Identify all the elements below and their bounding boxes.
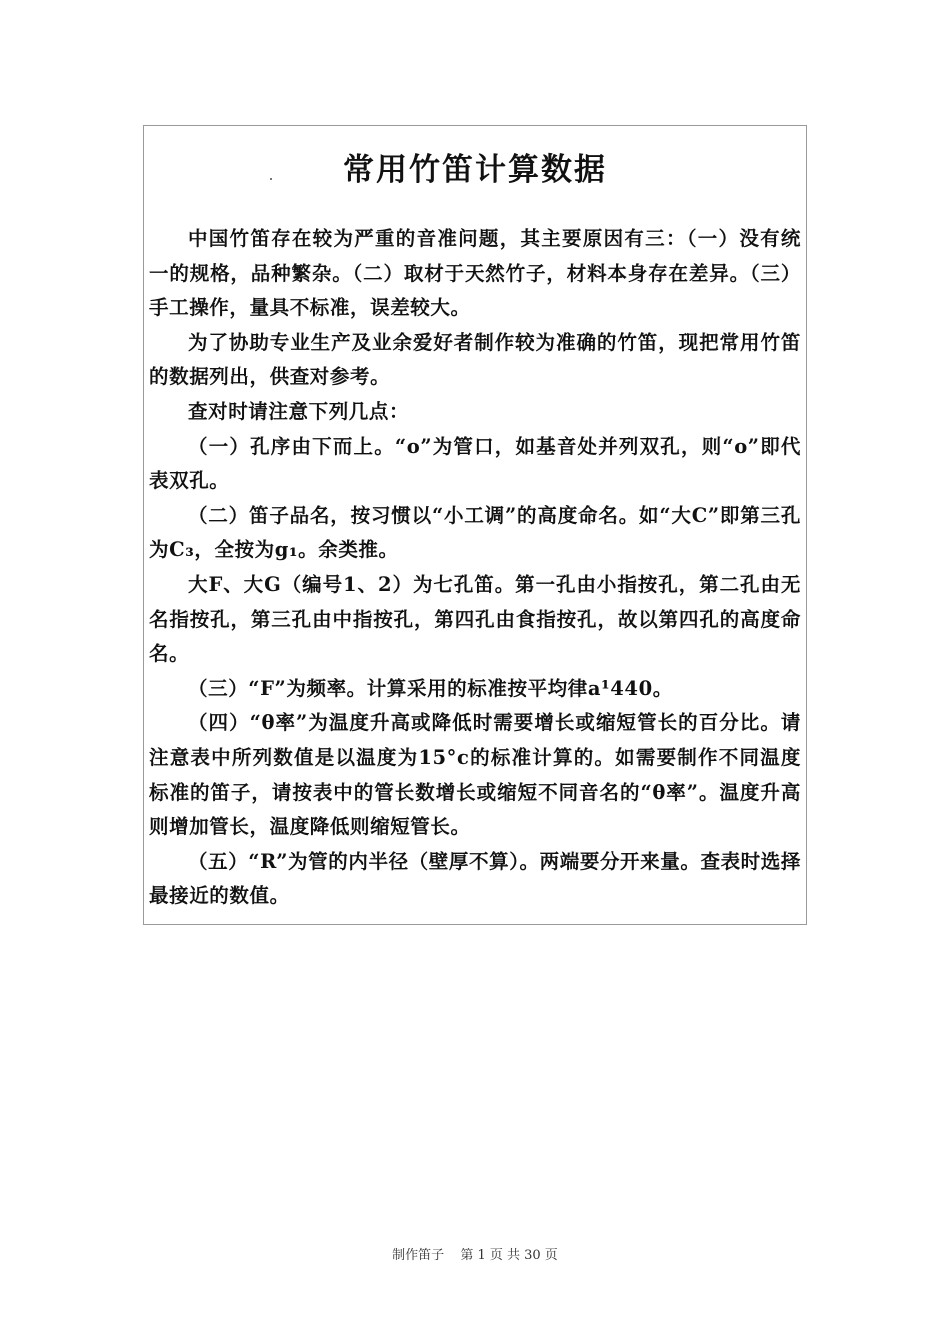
paragraph-note-4: （四）“θ率”为温度升高或降低时需要增长或缩短管长的百分比。请注意表中所列数值是以温度为15°c的标准计算的。如需要制作不同温度标准的笛子，请按表中的管长数增长或缩短不同音名的“θ率”。温度升高则增加管长，温度降低则缩短管长。 xyxy=(149,711,801,839)
document-title: 常用竹笛计算数据 xyxy=(343,152,607,188)
paragraph-intro: 中国竹笛存在较为严重的音准问题，其主要原因有三：（一）没有统一的规格，品种繁杂。（二）取材于天然竹子，材料本身存在差异。（三）手工操作，量具不标准，误差较大。 xyxy=(149,227,801,320)
paragraph-note-1: （一）孔序由下而上。“o”为管口，如基音处并列双孔，则“o”即代表双孔。 xyxy=(149,434,801,493)
paragraph-note-5: （五）“R”为管的内半径（壁厚不算）。两端要分开来量。查表时选择最接近的数值。 xyxy=(149,849,801,908)
footer-page-info: 第 1 页 共 30 页 xyxy=(460,1248,558,1263)
page-footer xyxy=(0,1246,950,1266)
paragraph-note-3: （三）“F”为频率。计算采用的标准按平均律a¹440。 xyxy=(188,676,673,700)
scanned-page-image xyxy=(143,125,807,925)
document-body xyxy=(149,222,801,914)
footer-doc-name: 制作笛子 xyxy=(392,1248,445,1263)
paragraph-note-2: （二）笛子品名，按习惯以“小工调”的高度命名。如“大C”即第三孔为C₃，全按为g₁。余类推。 xyxy=(149,503,801,562)
paragraph-notes-heading: 查对时请注意下列几点： xyxy=(188,399,410,423)
paragraph-purpose: 为了协助专业生产及业余爱好者制作较为准确的竹笛，现把常用竹笛的数据列出，供查对参考。 xyxy=(149,330,801,389)
paragraph-note-2-detail: 大F、大G（编号1、2）为七孔笛。第一孔由小指按孔，第二孔由无名指按孔，第三孔由中指按孔，第四孔由食指按孔，故以第四孔的高度命名。 xyxy=(149,572,801,666)
